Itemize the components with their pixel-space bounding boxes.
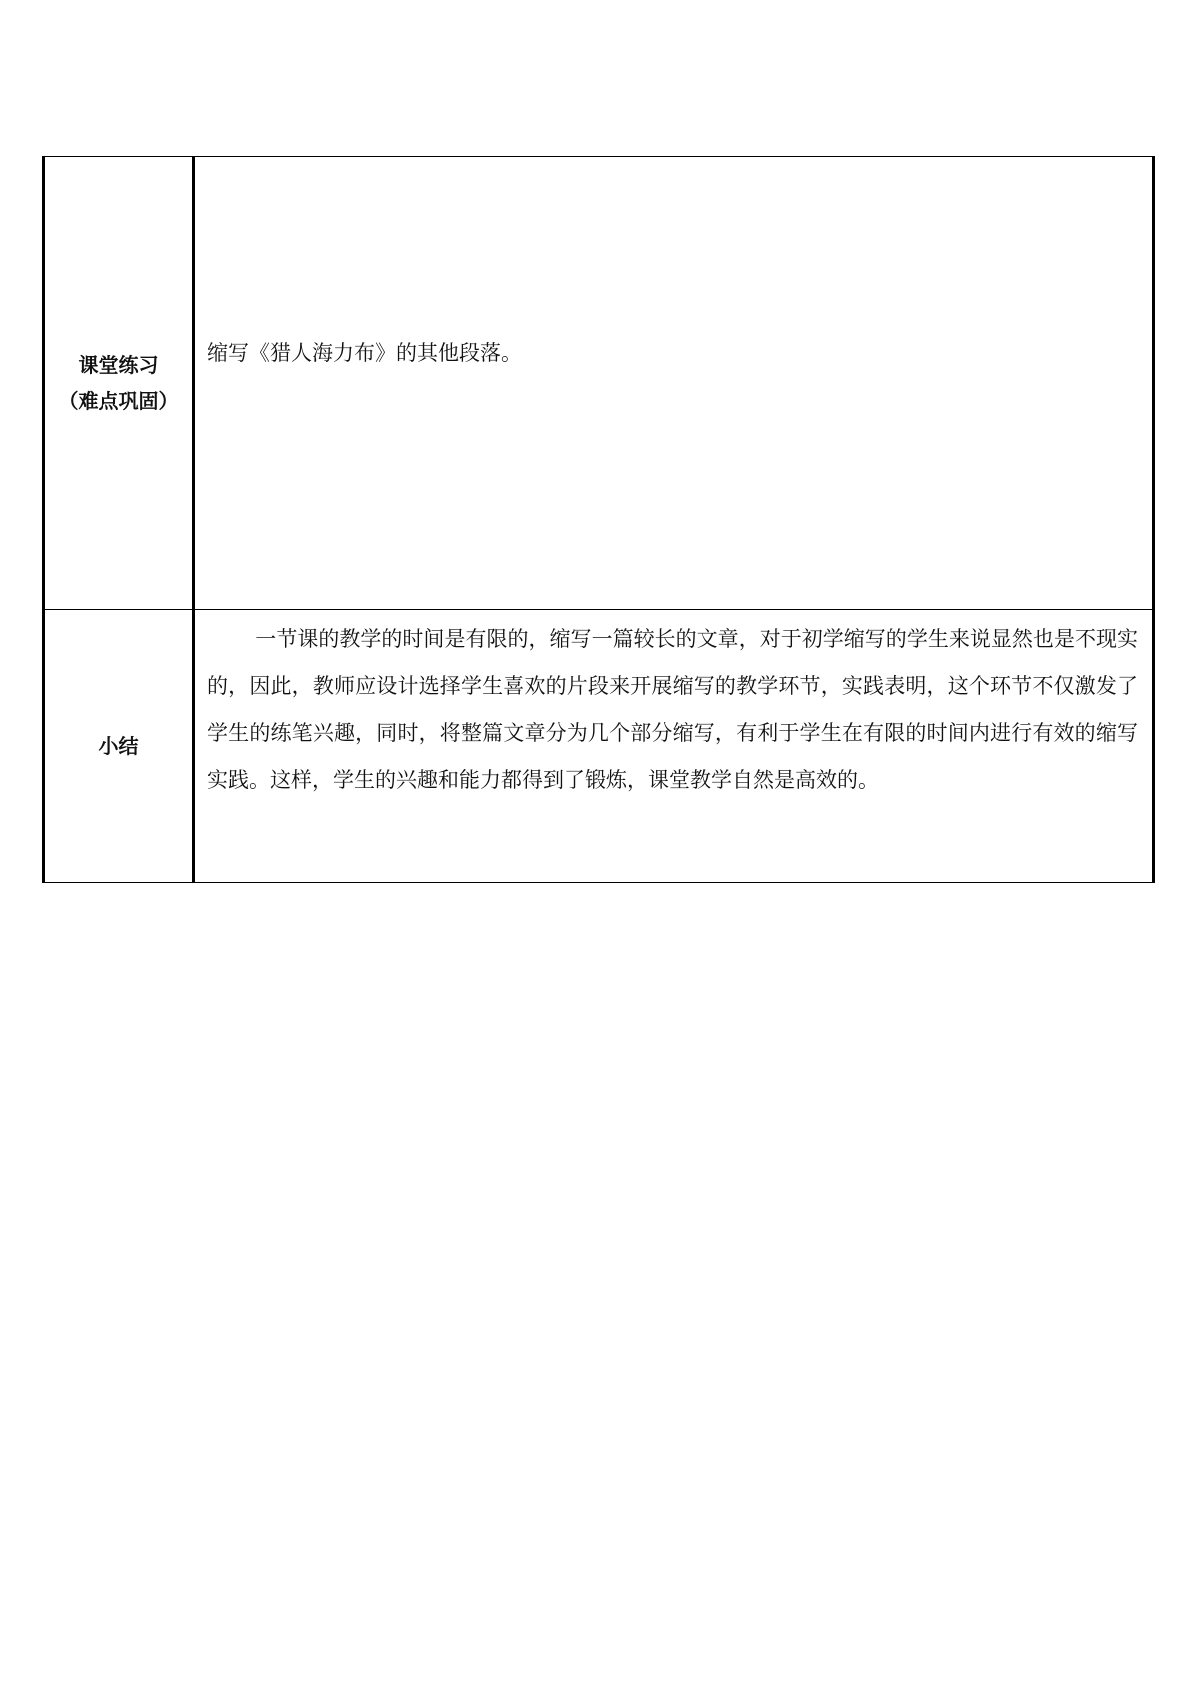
label-line-1: 小结: [98, 734, 139, 758]
row-content-classroom-practice: [194, 157, 1154, 610]
table-row-classroom-practice: [44, 157, 1154, 610]
row-label-summary: [44, 610, 194, 883]
table-row-summary: [44, 610, 1154, 883]
row-label-classroom-practice: [44, 157, 194, 610]
practice-text: 缩写《猎人海力布》的其他段落。: [207, 340, 522, 365]
summary-text: 一节课的教学的时间是有限的，缩写一篇较长的文章，对于初学缩写的学生来说显然也是不现实的，因此，教师应设计选择学生喜欢的片段来开展缩写的教学环节，实践表明，这个环节不仅激发了学生的练笔兴趣，同时，将整篇文章分为几个部分缩写，有利于学生在有限的时间内进行有效的缩写实践。这样，学生的兴趣和能力都得到了锻炼，课堂教学自然是高效的。: [207, 627, 1138, 792]
lesson-plan-table: [42, 156, 1155, 883]
label-line-1: 课堂练习: [78, 353, 159, 377]
row-content-summary: [194, 610, 1154, 883]
label-line-2: （难点巩固）: [58, 389, 179, 413]
